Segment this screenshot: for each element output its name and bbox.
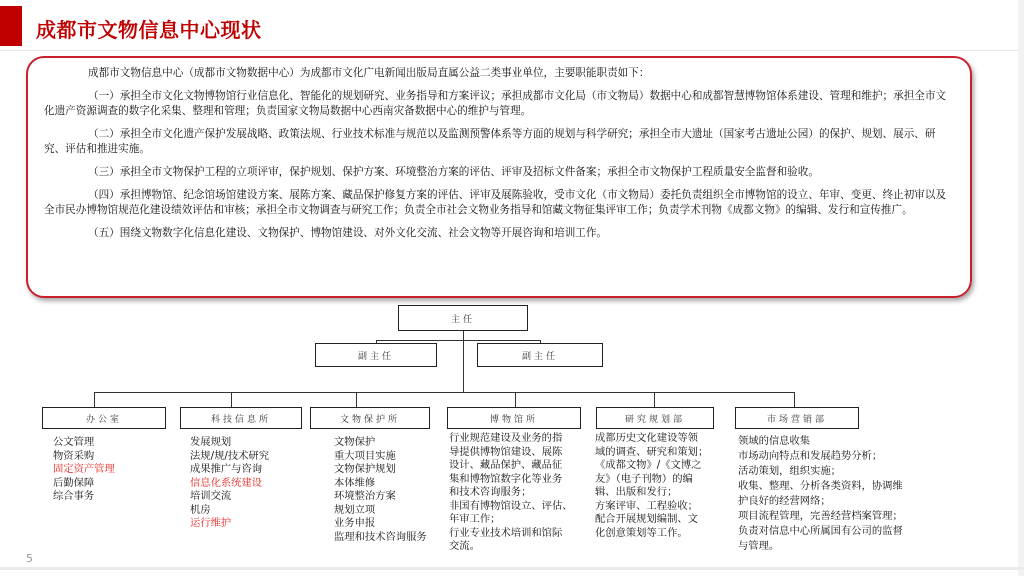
dept-duties-museum [449,432,573,554]
connector [231,392,232,407]
dept-duty-line: 项目流程管理，完善经营档案管理； [738,510,903,522]
dept-duty-line: 和技术咨询服务； [449,486,532,498]
dept-duty-line: 法规/规/技术研究 [190,449,270,462]
dept-duty-line: 本体维修 [334,476,376,489]
dept-duty-line: 机房 [190,503,211,516]
dept-duty-line: 行业规范建设及业务的指 [449,432,563,444]
dept-duty-line: 设计、藏品保护、藏品征 [449,459,563,471]
duty-item: （二）承担全市文化遗产保护发展战略、政策法规、行业技术标准与规范以及监测预警体系等方面的规划与科学研究；承担全市大遗址（国家考古遗址公园）的保护、规划、展示、研究、评估和推进实施。 [44,128,936,155]
dept-duty-line: 运行维护 [190,517,232,529]
dept-duty-line: 集和博物馆数字化等业务 [449,472,563,485]
dept-duty-line: 域的调查、研究和策划； [595,445,709,458]
dept-duty-line: 成果推广与咨询 [190,463,263,475]
dept-duties-heritage [334,436,427,544]
dept-duty-line: 成都历史文化建设等领 [595,432,698,444]
duty-item: （一）承担全市文化文物博物馆行业信息化、智能化的规划研究、业务指导和方案评议；承担成都市文化局（市文物局）数据中心和成都智慧博物馆体系建设、管理和维护；承担全市文化遗产资源调查的数字化采集、整理和管理；负责国家文物局数据中心西南灾备数据中心的维护与管理。 [44,90,947,117]
connector [94,392,794,393]
dept-duty-line: 与管理。 [738,540,780,552]
dept-duty-line: 规划立项 [334,503,376,516]
dept-duty-line: 环境整治方案 [334,490,396,502]
dept-node-marketing: 市场营销部 [735,407,859,429]
deputy-node: 副主任 [315,343,437,367]
duty-item: （四）承担博物馆、纪念馆场馆建设方案、展陈方案、藏品保护修复方案的评估、评审及展陈验收，受市文化（市文物局）委托负责组织全市博物馆的设立、年审、变更、终止初审以及全市民办博物馆规范化建设绩效评估和审核；承担全市文物调查与研究工作；负责全市社会文物业务指导和馆藏文物征集评审工作；负责学术刊物《成都文物》的编辑、发行和宣传推广。 [44,189,947,216]
connector [376,340,540,341]
director-node: 主任 [398,305,528,331]
dept-duty-line: 导提供博物馆建设、展陈 [449,445,563,458]
dept-duty-line: 友》（电子刊物）的编 [595,472,693,485]
dept-duty-line: 文物保护 [334,436,376,448]
dept-duties-marketing [738,434,903,554]
dept-duty-line: 发展规划 [190,436,232,448]
slide-title: 成都市文物信息中心现状 [36,18,262,42]
dept-duties-research [595,432,708,540]
dept-duty-line: 活动策划，组织实施； [738,465,841,477]
dept-duty-line: 非国有博物馆设立、评估、 [449,499,573,512]
dept-node-museum: 博物馆所 [447,407,581,429]
dept-duty-line: 综合事务 [53,490,95,502]
dept-duty-line: 交流。 [449,540,480,552]
dept-duty-line: 收集、整理、分析各类资料，协调维 [738,480,903,492]
dept-duty-line: 文物保护规划 [334,463,396,475]
duty-item: （五）围绕文物数字化信息化建设、文物保护、博物馆建设、对外文化交流、社会文物等开展咨询和培训工作。 [88,227,608,239]
footer-strip [0,567,1024,570]
dept-duty-line: 领域的信息收集 [738,435,811,447]
connector [356,392,357,407]
dept-duties-tech-info [190,436,269,531]
connector [654,392,655,407]
dept-duty-line: 市场动向特点和发展趋势分析； [738,450,883,462]
connector [94,392,95,407]
dept-duty-line: 化创意策划等工作。 [595,526,688,539]
dept-node-research: 研究规划部 [596,407,714,429]
duty-item: （三）承担全市文物保护工程的立项评审，保护规划、保护方案、环境整治方案的评估、评审及招标文件备案；承担全市文物保护工程质量安全监督和验收。 [88,166,819,178]
connector [463,340,464,392]
dept-duty-line: 年审工作； [449,513,501,525]
dept-duty-line: 培训交流 [190,490,232,502]
dept-duty-line: 物资采购 [53,449,95,462]
dept-duties-office [53,436,115,504]
dept-duty-line: 监理和技术咨询服务 [334,530,427,543]
dept-node-tech-info: 科技信息所 [180,407,302,429]
dept-duty-line: 业务申报 [334,517,376,529]
dept-duty-line: 重大项目实施 [334,449,396,462]
page-number: 5 [26,552,33,565]
connector [463,331,464,340]
dept-duty-line: 方案评审、工程验收； [595,499,698,512]
dept-duty-line: 信息化系统建设 [190,476,263,489]
dept-node-office: 办公室 [42,407,166,429]
connector [515,392,516,407]
dept-duty-line: 负责对信息中心所属国有公司的监督 [738,525,903,537]
dept-duty-line: 《成都文物》/《文博之 [595,459,702,471]
duties-intro: 成都市文物信息中心（成都市文物数据中心）为成都市文化广电新闻出版局直属公益二类事业单位，主要职能职责如下： [88,67,650,79]
dept-node-heritage: 文物保护所 [310,407,430,429]
dept-duty-line: 护良好的经营网络； [738,495,831,507]
deputy-node: 副主任 [477,343,603,367]
dept-duty-line: 后勤保障 [53,476,95,489]
dept-duty-line: 公文管理 [53,436,95,448]
dept-duty-line: 行业专业技术培训和馆际 [449,526,563,539]
dept-duty-line: 固定资产管理 [53,463,115,475]
dept-duty-line: 配合开展规划编制、文 [595,513,698,525]
connector [794,392,795,407]
dept-duty-line: 辑、出版和发行； [595,486,678,498]
